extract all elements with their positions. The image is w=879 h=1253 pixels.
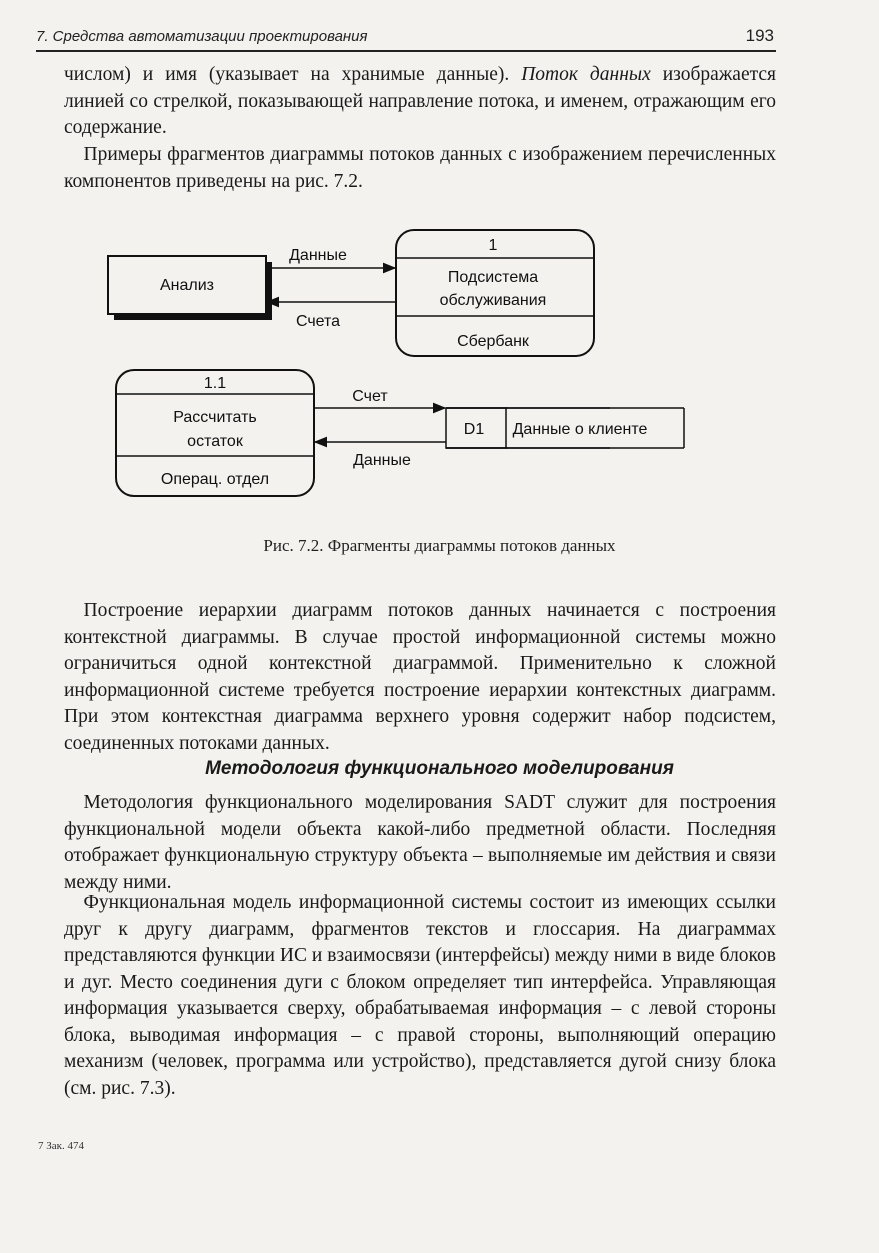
process-1-name-line2: обслуживания	[439, 292, 547, 309]
paragraph-1-text: числом) и имя (указывает на хранимые данные). Поток данных изображается линией со стрелкой, показывающей направление потока, и именем, отражающим его содержание.	[64, 64, 776, 138]
page-number: 193	[745, 26, 774, 45]
paragraph-2-text: Примеры фрагментов диаграммы потоков данных с изображением перечисленных компонентов приведены на рис. 7.2.	[64, 144, 776, 192]
process-2-name-line2: остаток	[187, 433, 243, 450]
external-entity-label: Анализ	[159, 277, 215, 294]
paragraph-5-text: Функциональная модель информационной системы состоит из имеющих ссылки друг к другу диаграмм, фрагментов текстов и глоссария. На диаграммах представляются функции ИС и взаимосвязи (интерфейсы) между ними в виде блоков и дуг. Место соединения дуги с блоком определяет тип интерфейса. Управляющая информация указывается сверху, обрабатываемая информация – с левой стороны блока, выводимая информация – с правой стороны, выполняющий операцию механизм (человек, программа или устройство), представляется дугой снизу блока (см. рис. 7.3).	[64, 892, 776, 1099]
process-2	[116, 370, 314, 496]
flow-data-back-label: Данные	[353, 452, 411, 469]
process-2-name-line1: Рассчитать	[173, 409, 257, 426]
data-store-box	[446, 402, 686, 452]
paragraph-3-text: Построение иерархии диаграмм потоков данных начинается с построения контекстной диаграммы. В случае простой информационной системы можно ограничиться одной контекстной диаграммой. Применительно к сложной информационной системе требуется построение иерархии контекстных диаграмм. При этом контекстная диаграмма верхнего уровня содержит набор подсистем, соединенных потоками данных.	[64, 600, 776, 754]
data-store-id: D1	[463, 421, 485, 438]
paragraph-3	[64, 598, 776, 757]
paragraph-1	[64, 62, 776, 142]
paragraph-4-text: Методология функционального моделирования SADT служит для построения функциональной модели объекта какой-либо предметной области. Последняя отображает функциональную структуру объекта – выполняемые им действия и связи между ними.	[64, 792, 776, 893]
process-2-location: Операц. отдел	[160, 471, 270, 488]
process-1	[396, 230, 594, 356]
dfd-figure	[100, 222, 610, 512]
flow-data-out-label: Данные	[289, 247, 347, 264]
section-heading: Методология функционального моделирования	[205, 758, 674, 779]
running-head	[36, 26, 776, 52]
flow-bills-in-label: Счета	[295, 313, 341, 330]
paragraph-5	[64, 890, 776, 1102]
running-title: 7. Средства автоматизации проектирования	[36, 28, 368, 45]
flow-bill-label: Счет	[352, 388, 388, 405]
process-1-name-line1: Подсистема	[447, 269, 539, 286]
paragraph-2	[64, 142, 776, 195]
process-2-number: 1.1	[203, 375, 227, 392]
data-store-name: Данные о клиенте	[512, 421, 648, 438]
italic-term: Поток данных	[521, 64, 651, 85]
process-1-number: 1	[488, 237, 498, 254]
external-entity	[108, 256, 272, 320]
process-1-location: Сбербанк	[457, 333, 529, 350]
footer-note: 7 Зак. 474	[38, 1140, 84, 1152]
paragraph-4	[64, 790, 776, 896]
figure-caption: Рис. 7.2. Фрагменты диаграммы потоков данных	[263, 536, 616, 555]
dfd-diagram	[100, 222, 610, 512]
